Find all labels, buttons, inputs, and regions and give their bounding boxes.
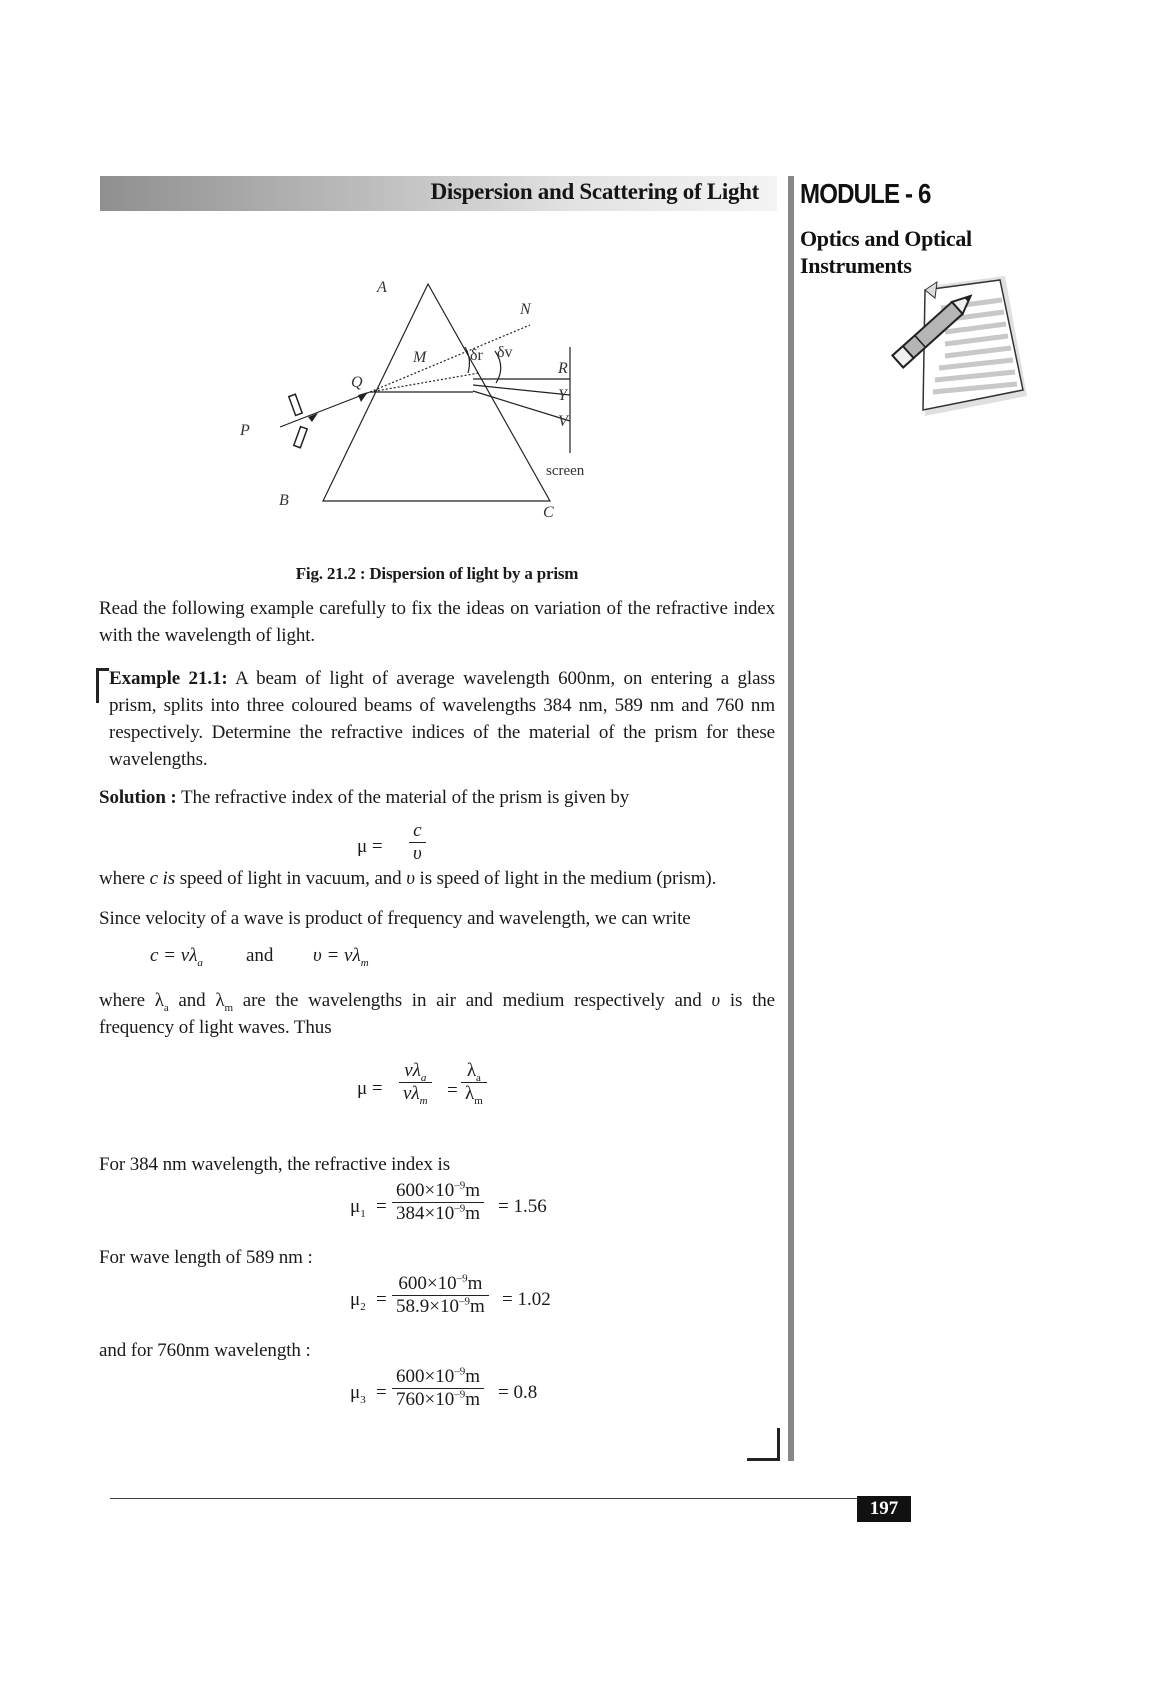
module-title: MODULE - 6 bbox=[800, 178, 931, 209]
label-delta-r: δr bbox=[470, 347, 483, 364]
solution-label: Solution : bbox=[99, 787, 177, 808]
prism-dispersion-diagram bbox=[240, 255, 610, 520]
mu3-den-unit: m bbox=[465, 1389, 480, 1410]
eq2-right bbox=[313, 945, 369, 967]
eq3-lhs: μ = bbox=[357, 1078, 383, 1099]
eq3-eqs: = bbox=[447, 1080, 458, 1101]
where2-sub-a: a bbox=[163, 1001, 169, 1014]
label-Y: Y bbox=[558, 387, 567, 404]
where2-4: is the frequency of light waves. Thus bbox=[99, 990, 776, 1038]
eq2-left bbox=[150, 945, 203, 967]
eq3-num2-sub: a bbox=[476, 1071, 481, 1084]
eq3-den2-text: λ bbox=[465, 1083, 475, 1104]
mu1-num-unit: m bbox=[465, 1180, 480, 1201]
eq2-and: and bbox=[246, 945, 274, 966]
page-number: 197 bbox=[857, 1496, 911, 1522]
where2-1: where λ bbox=[99, 990, 164, 1011]
mu3-num-unit: m bbox=[465, 1366, 480, 1387]
eq3-num1-sub: a bbox=[420, 1071, 427, 1084]
eq2-left-text: c = νλ bbox=[150, 945, 198, 966]
mu2-num-unit: m bbox=[467, 1273, 483, 1294]
deviation-ref bbox=[370, 373, 479, 392]
where1-c: c is bbox=[149, 868, 176, 889]
since-paragraph: Since velocity of a wave is product of frequency and wavelength, we can write bbox=[99, 908, 691, 929]
mu1-den-text: 384×10 bbox=[396, 1203, 455, 1224]
eq3-den2-sub: m bbox=[474, 1094, 483, 1107]
mu2-num-exp: –9 bbox=[456, 1272, 468, 1285]
mu1-num-exp: –9 bbox=[454, 1179, 466, 1192]
label-N: N bbox=[520, 301, 531, 318]
mu3-num-exp: –9 bbox=[454, 1365, 466, 1378]
label-screen: screen bbox=[546, 463, 585, 479]
module-subtitle: Optics and Optical Instruments bbox=[800, 226, 972, 278]
where1-v: υ bbox=[406, 868, 415, 889]
mu2-den bbox=[392, 1295, 489, 1318]
intro-paragraph: Read the following example carefully to fix the ideas on variation of the refractive index with the wavelength of light. bbox=[99, 598, 775, 646]
label-A: A bbox=[377, 279, 387, 296]
mu3-num-text: 600×10 bbox=[396, 1366, 455, 1387]
example-label: Example 21.1: bbox=[109, 668, 228, 689]
label-Q: Q bbox=[351, 374, 363, 391]
mu2-lhs bbox=[350, 1289, 366, 1311]
mu3-sub: 3 bbox=[360, 1393, 366, 1406]
mu1-result: = 1.56 bbox=[498, 1196, 547, 1217]
notes-pencil-icon bbox=[875, 268, 1035, 418]
mu1-sub: 1 bbox=[360, 1207, 366, 1220]
mu3-lhs bbox=[350, 1382, 366, 1404]
eq3-num2-text: λ bbox=[466, 1060, 477, 1081]
where2-sub-m: m bbox=[224, 1001, 233, 1014]
for-760-text: and for 760nm wavelength : bbox=[99, 1340, 311, 1361]
where2-3: are the wavelengths in air and medium respectively and bbox=[232, 990, 712, 1011]
sidebar-divider bbox=[788, 176, 794, 1461]
mu2-num bbox=[392, 1273, 489, 1295]
example-paragraph bbox=[109, 665, 775, 773]
example-body: A beam of light of average wavelength 600nm, on entering a glass prism, splits into three coloured beams of wavelengths 384 nm, 589 nm and 760 nm respectively. Determine the refractive indices of the material of the prism for these wavelengths. bbox=[109, 668, 775, 770]
equation-mu3 bbox=[350, 1366, 570, 1426]
label-R: R bbox=[558, 360, 568, 377]
equation-velocity bbox=[150, 945, 410, 973]
where2-2: and λ bbox=[168, 990, 225, 1011]
label-delta-v: δv bbox=[497, 344, 513, 361]
where-paragraph-2 bbox=[99, 987, 775, 1041]
eq3-num1 bbox=[399, 1060, 432, 1082]
mu2-den-unit: m bbox=[469, 1296, 485, 1317]
eq3-den1-text: νλ bbox=[403, 1083, 420, 1104]
mu1-num-text: 600×10 bbox=[396, 1180, 455, 1201]
chapter-title: Dispersion and Scattering of Light bbox=[430, 179, 759, 204]
mu3-sym: μ bbox=[350, 1382, 361, 1403]
mu3-den-exp: –9 bbox=[454, 1388, 466, 1401]
mu2-result: = 1.02 bbox=[502, 1289, 551, 1310]
label-M: M bbox=[413, 349, 427, 366]
mu1-lhs bbox=[350, 1196, 366, 1218]
chapter-header-band bbox=[100, 176, 777, 211]
label-V: V bbox=[558, 413, 568, 430]
eq1-lhs: μ = bbox=[357, 836, 383, 857]
mu3-den-text: 760×10 bbox=[396, 1389, 455, 1410]
where1-end: is speed of light in the medium (prism). bbox=[414, 868, 717, 889]
mu2-den-exp: –9 bbox=[458, 1295, 470, 1308]
footer-rule bbox=[110, 1498, 910, 1499]
eq3-num1-text: νλ bbox=[404, 1060, 421, 1081]
eq3-den1 bbox=[399, 1082, 432, 1105]
mu3-result: = 0.8 bbox=[498, 1382, 538, 1403]
eq3-den2 bbox=[461, 1082, 487, 1105]
label-P: P bbox=[240, 422, 250, 439]
mu3-num bbox=[392, 1366, 484, 1388]
equation-mu2 bbox=[350, 1273, 570, 1333]
where-paragraph-1 bbox=[99, 865, 775, 892]
mu1-eq: = bbox=[376, 1196, 387, 1217]
eq1-num: c bbox=[413, 820, 422, 841]
eq2-left-sub: a bbox=[197, 956, 203, 969]
figure-caption: Fig. 21.2 : Dispersion of light by a prism bbox=[295, 564, 579, 583]
solution-paragraph bbox=[99, 784, 775, 811]
eq2-right-sub: m bbox=[360, 956, 369, 969]
eq1-den: υ bbox=[409, 842, 426, 865]
ray-violet bbox=[473, 391, 570, 421]
mu2-sub: 2 bbox=[360, 1300, 366, 1313]
mu2-num-text: 600×10 bbox=[398, 1273, 457, 1294]
label-B: B bbox=[279, 492, 289, 509]
mu1-den-exp: –9 bbox=[454, 1202, 466, 1215]
equation-mu1 bbox=[350, 1180, 570, 1240]
where2-v: υ bbox=[711, 990, 721, 1011]
for-589-text: For wave length of 589 nm : bbox=[99, 1247, 313, 1268]
label-C: C bbox=[543, 504, 554, 520]
mu3-den bbox=[392, 1388, 484, 1411]
mu1-num bbox=[392, 1180, 484, 1202]
mu2-den-text: 58.9×10 bbox=[396, 1296, 459, 1317]
eq2-right-text: υ = νλ bbox=[313, 945, 361, 966]
solution-body: The refractive index of the material of the prism is given by bbox=[176, 787, 630, 808]
example-corner-mark bbox=[96, 668, 109, 703]
where1-b: speed of light in vacuum, and bbox=[175, 868, 407, 889]
example-end-mark bbox=[747, 1428, 780, 1461]
eq3-den1-sub: m bbox=[419, 1094, 428, 1107]
mu2-eq: = bbox=[376, 1289, 387, 1310]
for-384-text: For 384 nm wavelength, the refractive index is bbox=[99, 1154, 451, 1175]
where1-a: where bbox=[99, 868, 150, 889]
mu2-sym: μ bbox=[350, 1289, 361, 1310]
mu1-den-unit: m bbox=[465, 1203, 480, 1224]
eq3-num2 bbox=[461, 1060, 487, 1082]
mu3-eq: = bbox=[376, 1382, 387, 1403]
mu1-sym: μ bbox=[350, 1196, 361, 1217]
equation-mu-lambda bbox=[357, 1060, 517, 1124]
mu1-den bbox=[392, 1202, 484, 1225]
